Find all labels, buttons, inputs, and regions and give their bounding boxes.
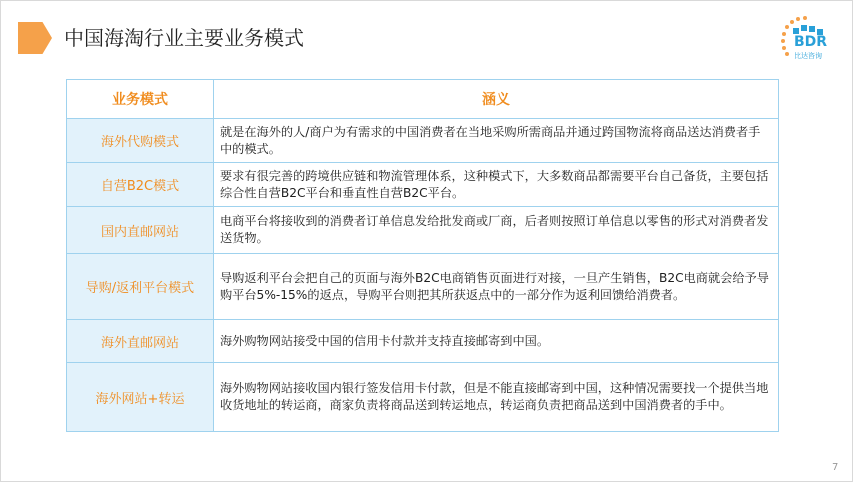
table-row — [67, 363, 779, 432]
mode-cell: 国内直邮网站 — [67, 207, 214, 254]
desc-cell: 海外购物网站接受中国的信用卡付款并支持直接邮寄到中国。 — [214, 320, 779, 363]
mode-cell: 导购/返利平台模式 — [67, 254, 214, 320]
table-row — [67, 207, 779, 254]
bdr-logo-icon — [780, 14, 836, 66]
table-row — [67, 119, 779, 163]
desc-cell: 海外购物网站接收国内银行签发信用卡付款，但是不能直接邮寄到中国，这种情况需要找一个提供当地收货地址的转运商，商家负责将商品送到转运地点，转运商负责把商品送到中国消费者的手中。 — [214, 363, 779, 432]
logo-text: BDR — [794, 34, 828, 50]
mode-cell: 自营B2C模式 — [67, 163, 214, 207]
header-mode: 业务模式 — [67, 80, 214, 119]
table-row — [67, 163, 779, 207]
desc-cell: 就是在海外的人/商户为有需求的中国消费者在当地采购所需商品并通过跨国物流将商品送达消费者手中的模式。 — [214, 119, 779, 163]
desc-cell: 导购返利平台会把自己的页面与海外B2C电商销售页面进行对接，一旦产生销售，B2C电商就会给予导购平台5%-15%的返点，导购平台则把其所获返点中的一部分作为返利回馈给消费者。 — [214, 254, 779, 320]
slide-title: 中国海淘行业主要业务模式 — [64, 26, 304, 50]
header-meaning: 涵义 — [214, 80, 779, 119]
mode-cell: 海外网站+转运 — [67, 363, 214, 432]
logo-subtitle: 比达咨询 — [794, 52, 822, 60]
table-header-row — [67, 80, 779, 119]
desc-cell: 电商平台将接收到的消费者订单信息发给批发商或厂商，后者则按照订单信息以零售的形式对消费者发送货物。 — [214, 207, 779, 254]
mode-cell: 海外代购模式 — [67, 119, 214, 163]
table-row — [67, 320, 779, 363]
table-row — [67, 254, 779, 320]
page-number: 7 — [832, 462, 839, 473]
business-model-table — [66, 79, 779, 432]
desc-cell: 要求有很完善的跨境供应链和物流管理体系，这种模式下，大多数商品都需要平台自己备货，主要包括综合性自营B2C平台和垂直性自营B2C平台。 — [214, 163, 779, 207]
mode-cell: 海外直邮网站 — [67, 320, 214, 363]
